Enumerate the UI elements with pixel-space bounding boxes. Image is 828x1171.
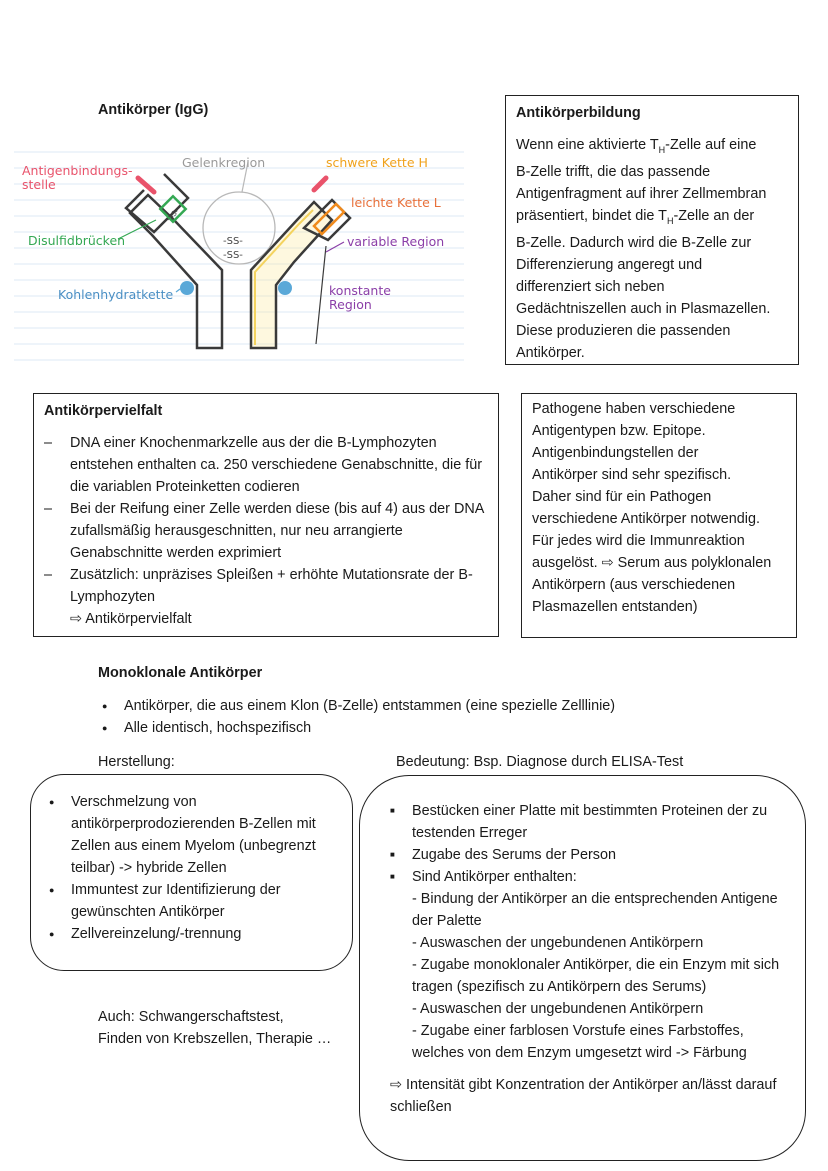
pathogene-line: ausgelöst. ⇨ Serum aus polyklonalen <box>532 555 772 571</box>
pathogene-line: verschiedene Antikörper notwendig. <box>532 511 760 527</box>
diagram-title: Antikörper (IgG) <box>98 102 209 118</box>
auch-text <box>98 1006 331 1050</box>
bedeutung-label: Bedeutung: Bsp. Diagnose durch ELISA-Test <box>396 754 684 770</box>
label-konstant-l2: Region <box>329 297 372 312</box>
bildung-line-6: Differenzierung angeregt und <box>516 256 703 273</box>
bildung-line-4: präsentiert, bindet die $T_H$-Zelle an der <box>516 207 755 226</box>
bildung-line-1: Wenn eine aktivierte $T_H$-Zelle auf eine <box>516 137 757 155</box>
vielfalt-item: – Zusätzlich: unpräzises Spleißen + erhöhte Mutationsrate der B-Lymphozyten <box>44 564 484 608</box>
herstellung-list <box>47 791 327 945</box>
label-antigen <box>22 164 132 192</box>
ss-label-2: -SS- <box>223 250 243 261</box>
label-variabel: variable Region <box>347 234 445 249</box>
monoklonal-item: ● Antikörper, die aus einem Klon (B-Zelle) entstammen (eine spezielle Zelllinie) <box>100 695 700 717</box>
bedeutung-subitem: - Zugabe monoklonaler Antikörper, die ein Enzym mit sich tragen (spezifisch zu Antikörpern des Serums) <box>412 957 780 995</box>
auch-line-1: Auch: Schwangerschaftstest, <box>98 1009 284 1025</box>
bedeutung-subitem: - Auswaschen der ungebundenen Antikörpern <box>412 935 704 951</box>
ss-label-small: -SS- <box>164 207 181 224</box>
bildung-line-9: Diese produzieren die passenden <box>516 322 731 339</box>
bedeutung-conclusion: ⇨ Intensität gibt Konzentration der Antikörper an/lässt darauf schließen <box>390 1077 777 1115</box>
pathogene-line: Pathogene haben verschiedene <box>532 401 736 417</box>
herstellung-item: ● Zellvereinzelung/-trennung <box>47 923 327 945</box>
monoklonal-list <box>100 695 700 739</box>
vielfalt-list <box>44 432 484 608</box>
label-konstant-l1: konstante <box>329 283 391 298</box>
right-heavy-chain <box>251 202 332 348</box>
carb-arrow <box>176 289 180 292</box>
vielfalt-item: – DNA einer Knochenmarkzelle aus der die B-Lymphozyten entstehen enthalten ca. 250 verschiedene Genabschnitte, die für die variablen Proteinketten codieren <box>44 432 484 498</box>
label-kohlenhydrat: Kohlenhydratkette <box>58 287 174 302</box>
herstellung-item: ● Verschmelzung von antikörperprodozierenden B-Zellen mit Zellen aus einem Myelom (unbegrenzt teilbar) -> hybride Zellen <box>47 791 327 879</box>
pathogene-line: Plasmazellen entstanden) <box>532 599 698 615</box>
label-gelenk: Gelenkregion <box>182 155 266 170</box>
bildung-text <box>516 134 788 364</box>
bildung-line-2: B-Zelle trifft, die das passende <box>516 163 711 180</box>
ss-label-1: -SS- <box>223 236 243 247</box>
bedeutung-list <box>388 800 788 888</box>
bildung-line-10: Antikörper. <box>516 344 585 361</box>
bedeutung-item: ■ Bestücken einer Platte mit bestimmten Proteinen der zu testenden Erreger <box>388 800 788 844</box>
herstellung-label: Herstellung: <box>98 754 175 770</box>
pathogene-box <box>521 393 797 638</box>
bedeutung-item: ■ Zugabe des Serums der Person <box>388 844 788 866</box>
pathogene-line: Antikörpern (aus verschiedenen <box>532 577 736 593</box>
label-leicht: leichte Kette L <box>351 195 441 210</box>
left-carbohydrate <box>180 281 194 295</box>
pathogene-line: Daher sind für ein Pathogen <box>532 489 712 505</box>
bildung-line-7: differenziert sich neben <box>516 278 665 295</box>
pathogene-line: Antigentypen bzw. Epitope. <box>532 423 706 439</box>
vielfalt-item: – Bei der Reifung einer Zelle werden diese (bis auf 4) aus der DNA zufallsmäßig herausgeschnitten, nur neu arrangierte Genabschnitte werden exprimiert <box>44 498 484 564</box>
herstellung-box <box>30 774 353 971</box>
label-antigen-l2: stelle <box>22 177 56 192</box>
right-carbohydrate <box>278 281 292 295</box>
label-schwer: schwere Kette H <box>326 155 428 170</box>
bildung-line-3: Antigenfragment auf ihrer Zellmembran <box>516 185 767 202</box>
bedeutung-subitems <box>388 888 788 1064</box>
label-disulfid: Disulfidbrücken <box>28 233 126 248</box>
herstellung-item: ● Immuntest zur Identifizierung der gewünschten Antikörper <box>47 879 327 923</box>
antikoerpervielfalt-box <box>33 393 499 637</box>
bedeutung-subitem: - Bindung der Antikörper an die entsprechenden Antigene der Palette <box>412 891 778 929</box>
bedeutung-box <box>359 775 806 1161</box>
label-konstant <box>329 284 391 312</box>
bildung-title: Antikörperbildung <box>516 105 641 121</box>
bildung-line-5: B-Zelle. Dadurch wird die B-Zelle zur <box>516 234 752 251</box>
pathogene-line: Antikörper sind sehr spezifisch. <box>532 467 732 483</box>
bedeutung-subitem: - Auswaschen der ungebundenen Antikörpern <box>412 1001 704 1017</box>
label-antigen-l1: Antigenbindungs- <box>22 163 133 178</box>
monoklonal-title: Monoklonale Antikörper <box>98 665 263 681</box>
bedeutung-subitem: - Zugabe einer farblosen Vorstufe eines Farbstoffes, welches von dem Enzym umgesetzt wird -> Färbung <box>412 1023 747 1061</box>
variable-line <box>326 242 344 252</box>
antikoerperbildung-box <box>505 95 799 365</box>
bedeutung-item: ■ Sind Antikörper enthalten: <box>388 866 788 888</box>
monoklonal-item: ● Alle identisch, hochspezifisch <box>100 717 700 739</box>
vielfalt-title: Antikörpervielfalt <box>44 403 163 419</box>
left-antigen-mark <box>138 178 154 192</box>
bildung-line-8: Gedächtniszellen auch in Plasmazellen. <box>516 300 771 317</box>
pathogene-line: Antigenbindungstellen der <box>532 445 699 461</box>
auch-line-2: Finden von Krebszellen, Therapie … <box>98 1031 332 1047</box>
pathogene-line: Für jedes wird die Immunreaktion <box>532 533 745 549</box>
vielfalt-result: ⇨ Antikörpervielfalt <box>70 611 192 627</box>
constant-line <box>316 246 326 344</box>
